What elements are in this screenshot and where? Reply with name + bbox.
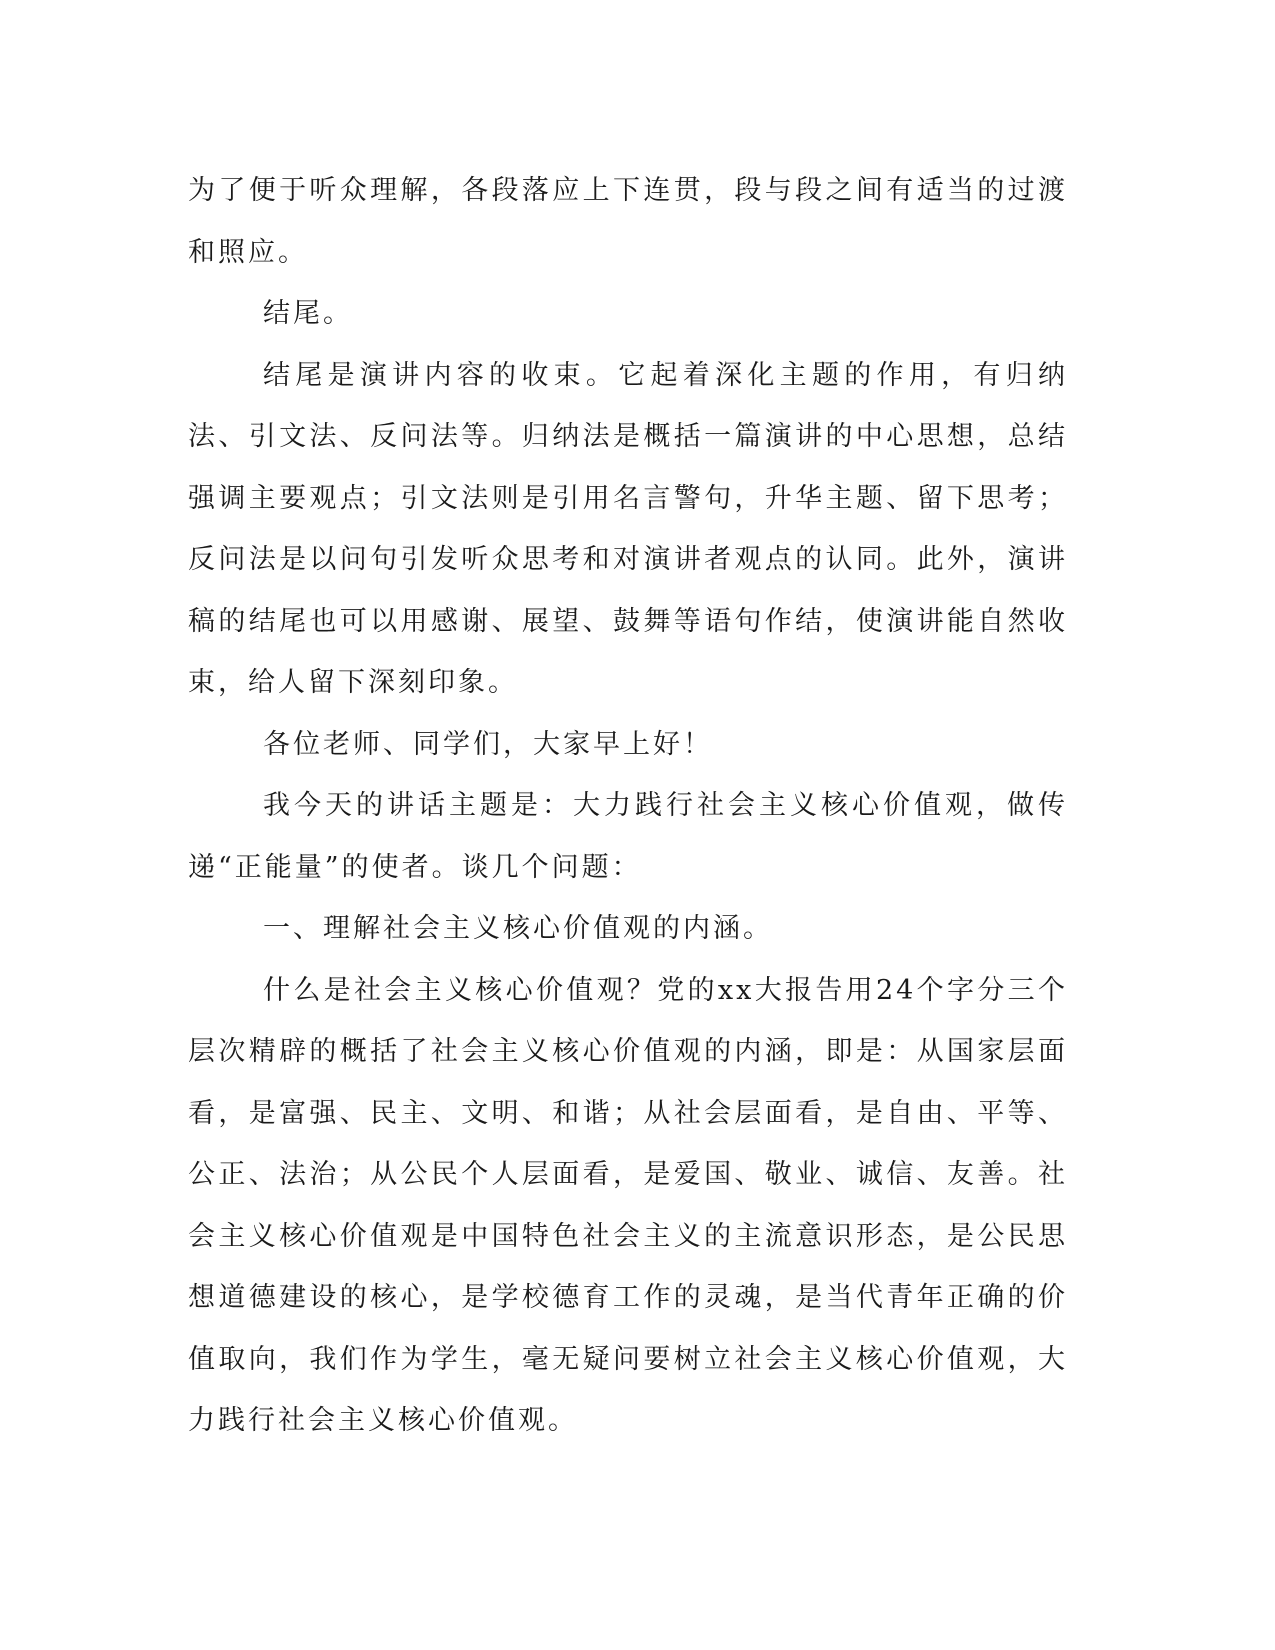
paragraph-speech-topic: 我今天的讲话主题是：大力践行社会主义核心价值观，做传递“正能量”的使者。谈几个问题： xyxy=(188,790,1068,883)
paragraph-core-values: 什么是社会主义核心价值观？党的xx大报告用24个字分三个层次精辟的概括了社会主义核心价值观的内涵，即是：从国家层面看，是富强、民主、文明、和谐；从社会层面看，是自由、平等、公正、法治；从公民个人层面看，是爱国、敬业、诚信、友善。社会主义核心价值观是中国特色社会主义的主流意识形态，是公民思想道德建设的核心，是学校德育工作的灵魂，是当代青年正确的价值取向，我们作为学生，毫无疑问要树立社会主义核心价值观，大力践行社会主义核心价值观。 xyxy=(188,974,1068,1436)
document-body xyxy=(188,160,1068,1452)
paragraph-transition: 为了便于听众理解，各段落应上下连贯，段与段之间有适当的过渡和照应。 xyxy=(188,175,1068,268)
paragraph-greeting: 各位老师、同学们，大家早上好！ xyxy=(263,728,713,760)
paragraph-ending-methods: 结尾是演讲内容的收束。它起着深化主题的作用，有归纳法、引文法、反问法等。归纳法是概括一篇演讲的中心思想，总结强调主要观点；引文法则是引用名言警句，升华主题、留下思考；反问法是以问句引发听众思考和对演讲者观点的认同。此外，演讲稿的结尾也可以用感谢、展望、鼓舞等语句作结，使演讲能自然收束，给人留下深刻印象。 xyxy=(188,359,1068,698)
paragraph-ending-heading: 结尾。 xyxy=(263,298,353,329)
paragraph-section-one-heading: 一、理解社会主义核心价值观的内涵。 xyxy=(263,913,773,944)
